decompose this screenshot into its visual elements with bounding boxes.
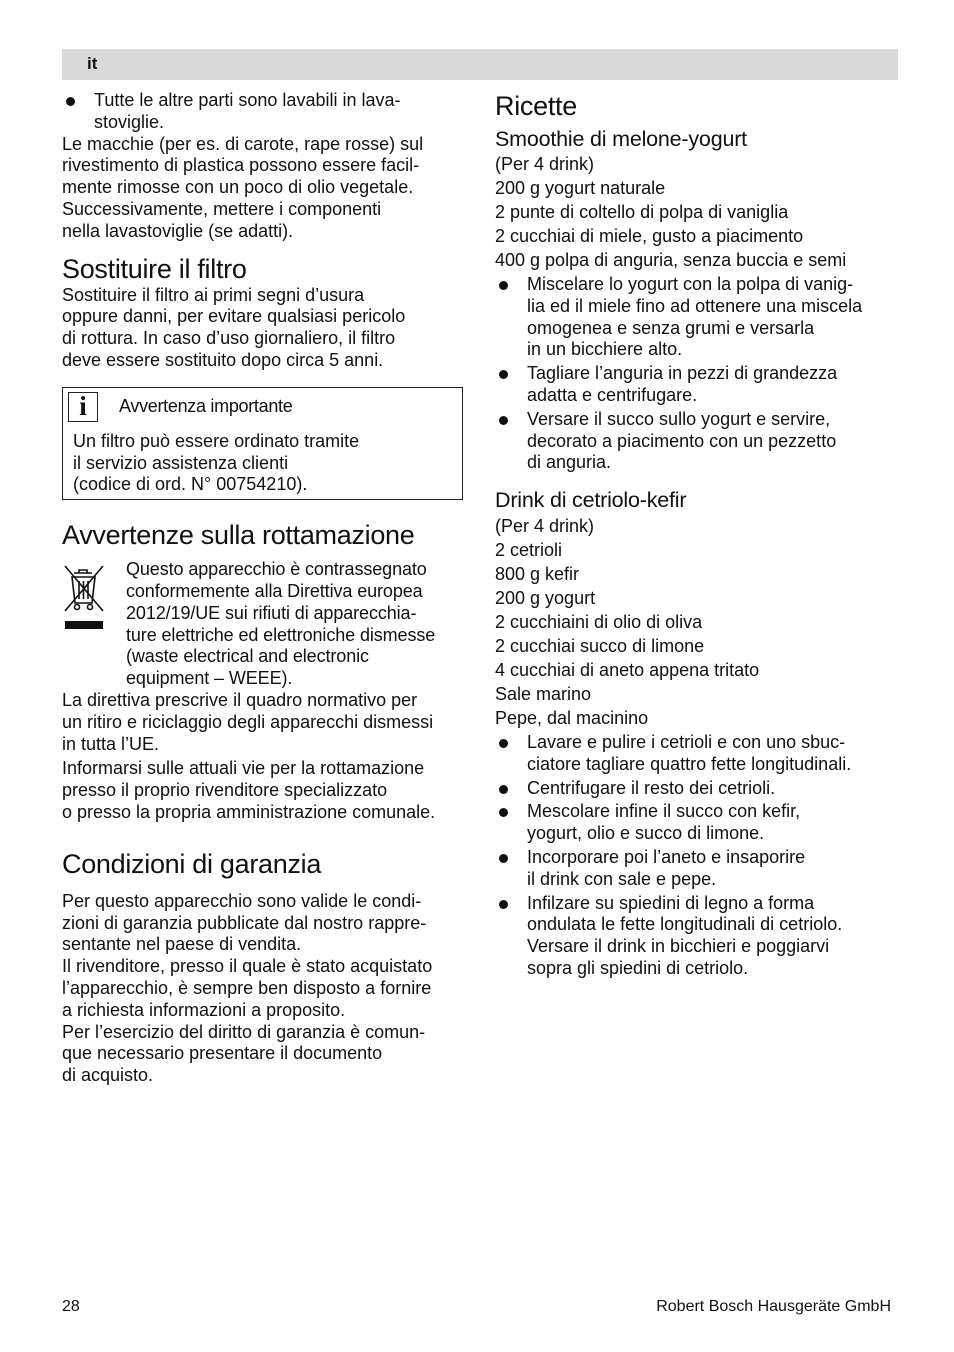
list-item: Miscelare lo yogurt con la polpa di vanig- lia ed il miele fino ad ottenere una miscela omogenea e senza grumi e versarla in un bicchiere alto. [495,274,900,361]
notice-body: Un filtro può essere ordinato tramite il servizio assistenza clienti (codice di ord. N° 00754210). [73,430,360,495]
filter-heading: Sostituire il filtro [62,253,247,284]
warranty-paragraph: Per questo apparecchio sono valide le condi- zioni di garanzia pubblicate dal nostro rappre- sentante nel paese di vendita. Il rivenditore, presso il quale è stato acquistato l’apparecchio, è sempre ben disposto a fornire a richiesta informazioni a proposito. Per l’esercizio del diritto di garanzia è comun- que necessario presentare il documento di acquisto. [62,890,433,1086]
ingredient: 2 cucchiai succo di limone [495,636,705,657]
bullet-dot-icon [499,739,508,748]
list-item: Incorporare poi l’aneto e insaporire il drink con sale e pepe. [495,847,900,891]
weee-block [62,559,467,690]
recipe-1-title: Smoothie di melone-yogurt [495,127,747,151]
ingredient: 4 cucchiai di aneto appena tritato [495,660,760,680]
footer-company: Robert Bosch Hausgeräte GmbH [656,1298,891,1315]
ingredient: 200 g yogurt [495,588,596,609]
page-number: 28 [62,1298,80,1315]
left-column [62,90,467,1087]
list-item: Versare il succo sullo yogurt e servire, decorato a piacimento con un pezzetto di anguria. [495,409,900,474]
list-item: Lavare e pulire i cetrioli e con uno sbuc- ciatore tagliare quattro fette longitudinali. [495,732,900,776]
disposal-heading: Avvertenze sulla rottamazione [62,520,415,551]
bullet-dot-icon [499,854,508,863]
intro-paragraph: Le macchie (per es. di carote, rape rosse) sul rivestimento di plastica possono essere facil- mente rimosse con un poco di olio vegetale. Successivamente, mettere i componenti nella lavastoviglie (se adatti). [62,133,424,241]
bullet-dot-icon [499,281,508,290]
ingredient: 400 g polpa di anguria, senza buccia e semi [495,249,847,270]
language-code: it [87,54,98,73]
crossed-out-bin-icon [62,563,106,633]
ingredient: 2 cucchiai di miele, gusto a piacimento [495,225,804,246]
list-item: Tagliare l’anguria in pezzi di grandezza adatta e centrifugare. [495,363,900,407]
bullet-dot-icon [499,370,508,379]
ingredient: 2 punte di coltello di polpa di vaniglia [495,201,789,222]
intro-bullet-list [62,90,467,134]
recipes-heading: Ricette [495,91,577,121]
bullet-dot-icon [499,785,508,794]
recipe-2-title: Drink di cetriolo-kefir [495,488,687,513]
list-item: Mescolare infine il succo con kefir, yogurt, olio e succo di limone. [495,801,900,845]
right-column [495,90,900,980]
ingredient: 2 cucchiaini di olio di oliva [495,612,703,633]
ingredient: 2 cetrioli [495,540,563,561]
list-item: Infilzare su spiedini di legno a forma ondulata le fette longitudinali di cetriolo. Versare il drink in bicchieri e poggiarvi sopra gli spiedini di cetriolo. [495,893,900,980]
ingredient: (Per 4 drink) [495,154,595,174]
bullet-dot-icon [66,97,75,106]
notice-title: Avvertenza importante [119,395,293,416]
warranty-heading: Condizioni di garanzia [62,848,322,879]
disposal-paragraph-2: Informarsi sulle attuali vie per la rottamazione presso il proprio rivenditore specializzato o presso la propria amministrazione comunale. [62,758,436,822]
ingredient: Pepe, dal macinino [495,707,649,728]
important-notice-box [62,387,463,500]
list-item: Centrifugare il resto dei cetrioli. [495,778,900,800]
recipe-1-steps [495,274,900,474]
weee-text: Questo apparecchio è contrassegnato conformemente alla Direttiva europea 2012/19/UE sui rifiuti di apparecchia- ture elettriche ed elettroniche dismesse (waste electrical and electronic equipment – WEEE). [126,559,436,689]
ingredient: 800 g kefir [495,564,580,585]
recipe-2-steps [495,732,900,980]
list-item: Tutte le altre parti sono lavabili in lava- stoviglie. [62,90,467,134]
language-bar [62,49,898,80]
recipe-1-ingredients [495,154,900,272]
ingredient: Sale marino [495,683,592,704]
notice-header [63,388,462,428]
filter-paragraph: Sostituire il filtro ai primi segni d’usura oppure danni, per evitare qualsiasi pericolo di rottura. In caso d’uso giornaliero, il filtro deve essere sostituito dopo circa 5 anni. [62,284,406,370]
bullet-dot-icon [499,808,508,817]
bullet-dot-icon [499,900,508,909]
ingredient: (Per 4 drink) [495,516,595,537]
ingredient: 200 g yogurt naturale [495,177,666,198]
info-icon: i [68,392,98,422]
bullet-dot-icon [499,416,508,425]
disposal-paragraph-1: La direttiva prescrive il quadro normativo per un ritiro e riciclaggio degli apparecchi dismessi in tutta l’UE. [62,689,434,754]
recipe-2-ingredients [495,516,900,730]
